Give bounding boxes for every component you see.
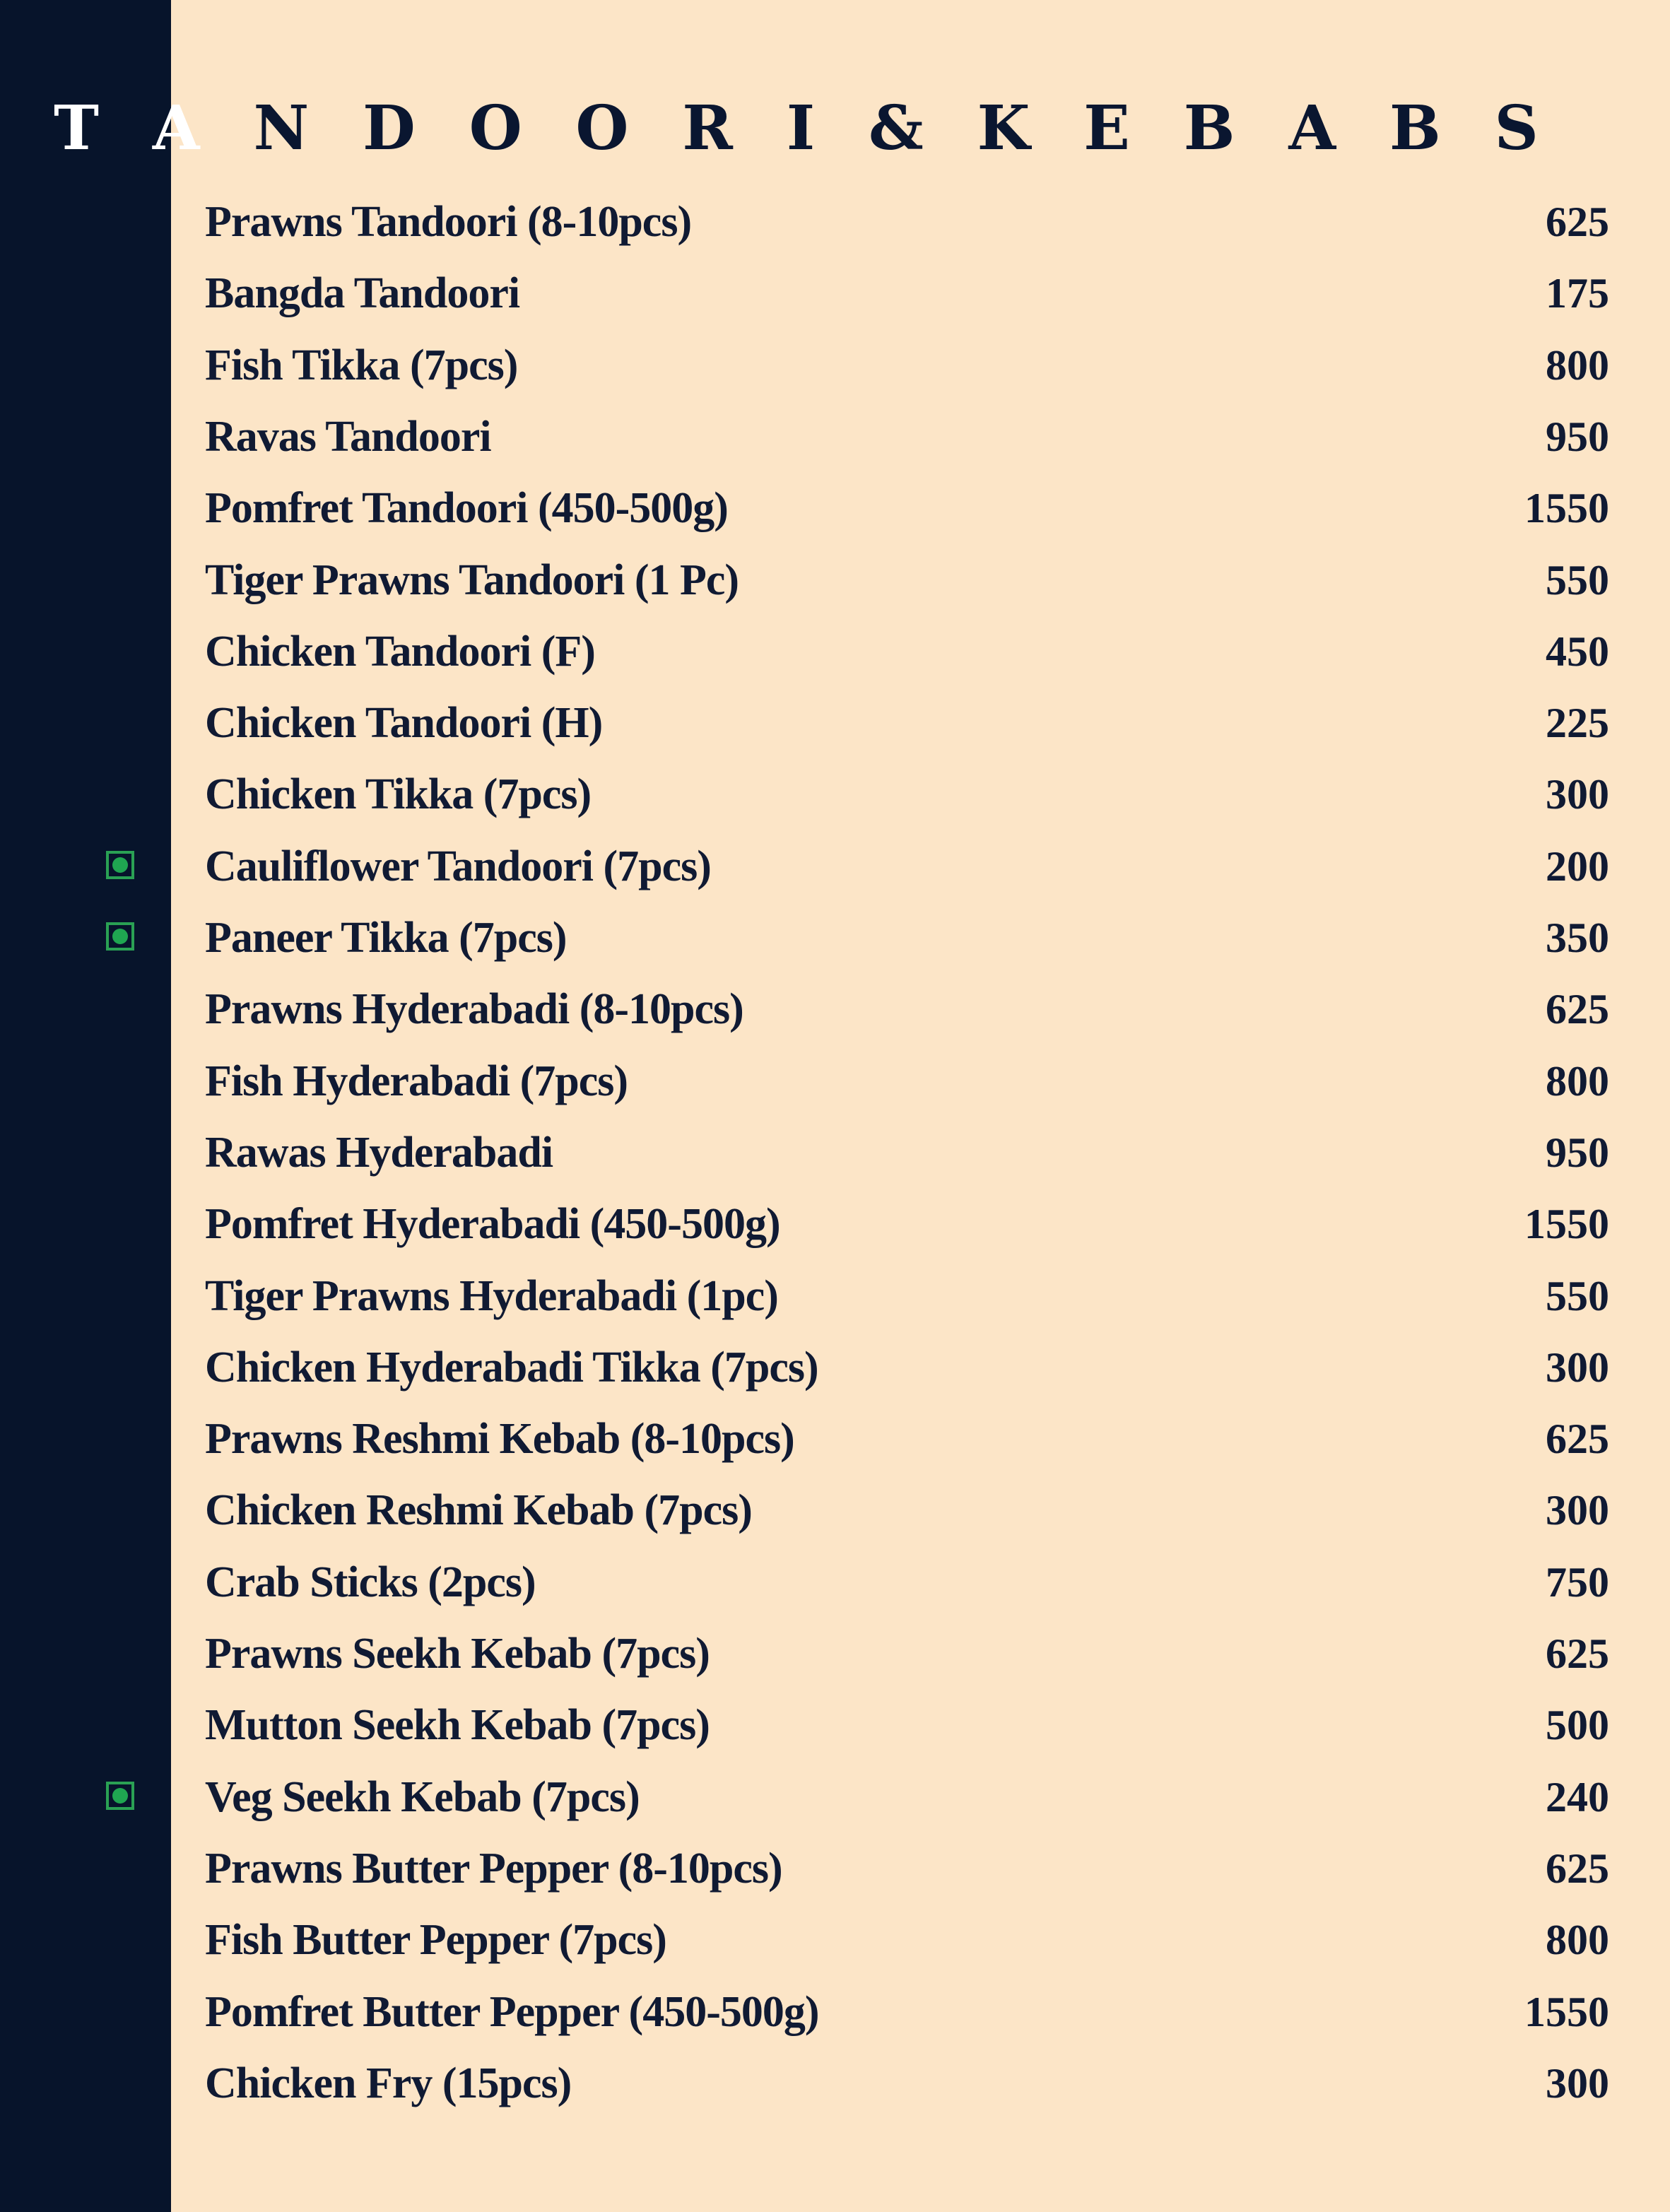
menu-item-name: Tiger Prawns Hyderabadi (1pc): [205, 1272, 778, 1320]
menu-item-name: Pomfret Butter Pepper (450-500g): [205, 1988, 819, 2036]
menu-item: [0, 763, 1670, 831]
menu-item-name: Bangda Tandoori: [205, 269, 520, 317]
menu-item-price: 300: [1546, 771, 1609, 818]
menu-item-name: Pomfret Hyderabadi (450-500g): [205, 1200, 780, 1248]
menu-item-name: Cauliflower Tandoori (7pcs): [205, 842, 711, 890]
veg-dot-icon: [112, 857, 128, 873]
page-title-rest: N D O O R I & K E B A B S: [253, 93, 1555, 164]
menu-item-price: 175: [1546, 270, 1609, 317]
menu-item-price: 950: [1546, 413, 1609, 460]
menu-item: [0, 692, 1670, 760]
menu-item-name: Prawns Tandoori (8-10pcs): [205, 198, 692, 246]
menu-item: [0, 1122, 1670, 1189]
menu-item-name: Veg Seekh Kebab (7pcs): [205, 1773, 640, 1821]
menu-item-name: Fish Tikka (7pcs): [205, 341, 518, 389]
menu-item-price: 625: [1546, 199, 1609, 245]
menu-item-price: 625: [1546, 1630, 1609, 1677]
menu-item-price: 450: [1546, 628, 1609, 675]
menu-item-price: 625: [1546, 1416, 1609, 1462]
menu-item: [0, 1193, 1670, 1261]
menu-item: [0, 1050, 1670, 1118]
menu-item: [0, 262, 1670, 330]
page-title-head: T A: [54, 93, 216, 164]
menu-item-price: 625: [1546, 1845, 1609, 1892]
menu-item-name: Chicken Tandoori (H): [205, 699, 603, 747]
menu-item: [0, 1479, 1670, 1547]
menu-item-name: Fish Butter Pepper (7pcs): [205, 1916, 666, 1964]
menu-item: [0, 1694, 1670, 1762]
menu-item-name: Prawns Reshmi Kebab (8-10pcs): [205, 1415, 794, 1463]
menu-item-price: 550: [1546, 557, 1609, 604]
menu-item-price: 750: [1546, 1559, 1609, 1606]
menu-item: [0, 1981, 1670, 2049]
menu-item: [0, 191, 1670, 259]
menu-item: [0, 1265, 1670, 1333]
menu-item: [0, 2052, 1670, 2120]
menu-item-price: 1550: [1524, 1989, 1609, 2035]
menu-item-name: Paneer Tikka (7pcs): [205, 914, 567, 962]
menu-item-name: Crab Sticks (2pcs): [205, 1558, 536, 1606]
menu-item-price: 800: [1546, 1058, 1609, 1105]
menu-item-name: Fish Hyderabadi (7pcs): [205, 1057, 628, 1105]
menu-item: [0, 835, 1670, 903]
menu-item: [0, 1623, 1670, 1690]
menu-item-name: Chicken Hyderabadi Tikka (7pcs): [205, 1343, 818, 1392]
menu-item-name: Tiger Prawns Tandoori (1 Pc): [205, 556, 739, 604]
menu-item-name: Prawns Butter Pepper (8-10pcs): [205, 1845, 782, 1893]
menu-item-name: Chicken Tikka (7pcs): [205, 770, 592, 818]
menu-item-price: 240: [1546, 1774, 1609, 1820]
menu-item: [0, 1336, 1670, 1404]
menu-item-name: Ravas Tandoori: [205, 413, 491, 461]
menu-item-name: Mutton Seekh Kebab (7pcs): [205, 1701, 710, 1749]
menu-item: [0, 1837, 1670, 1905]
menu-item-name: Rawas Hyderabadi: [205, 1129, 553, 1177]
menu-item-name: Chicken Tandoori (F): [205, 628, 595, 676]
menu-item-name: Pomfret Tandoori (450-500g): [205, 484, 728, 532]
menu-item-price: 1550: [1524, 485, 1609, 531]
menu-item-price: 625: [1546, 986, 1609, 1033]
menu-item: [0, 620, 1670, 688]
menu-item-price: 500: [1546, 1702, 1609, 1748]
menu-item: [0, 477, 1670, 545]
menu-item-price: 200: [1546, 843, 1609, 890]
menu-item-price: 1550: [1524, 1201, 1609, 1247]
veg-indicator-icon: [106, 922, 134, 951]
menu-item: [0, 978, 1670, 1046]
menu-item-price: 300: [1546, 2060, 1609, 2107]
veg-dot-icon: [112, 929, 128, 944]
menu-item: [0, 907, 1670, 975]
menu-item-name: Chicken Reshmi Kebab (7pcs): [205, 1486, 752, 1534]
menu-item: [0, 1551, 1670, 1619]
menu-item: [0, 1408, 1670, 1476]
menu-item-price: 800: [1546, 342, 1609, 389]
menu-item-price: 350: [1546, 914, 1609, 961]
menu-item-price: 550: [1546, 1273, 1609, 1319]
menu-item-name: Prawns Seekh Kebab (7pcs): [205, 1630, 710, 1678]
menu-item: [0, 334, 1670, 402]
veg-indicator-icon: [106, 1782, 134, 1810]
menu-item-name: Prawns Hyderabadi (8-10pcs): [205, 985, 743, 1033]
veg-dot-icon: [112, 1788, 128, 1804]
menu-item-price: 300: [1546, 1344, 1609, 1391]
menu-item: [0, 406, 1670, 473]
menu-item: [0, 1766, 1670, 1834]
menu-item-price: 300: [1546, 1487, 1609, 1534]
menu-item: [0, 549, 1670, 617]
menu-item: [0, 1909, 1670, 1977]
menu-item-price: 225: [1546, 700, 1609, 746]
veg-indicator-icon: [106, 851, 134, 879]
menu-item-price: 800: [1546, 1917, 1609, 1963]
menu-item-price: 950: [1546, 1129, 1609, 1176]
menu-item-name: Chicken Fry (15pcs): [205, 2059, 572, 2107]
